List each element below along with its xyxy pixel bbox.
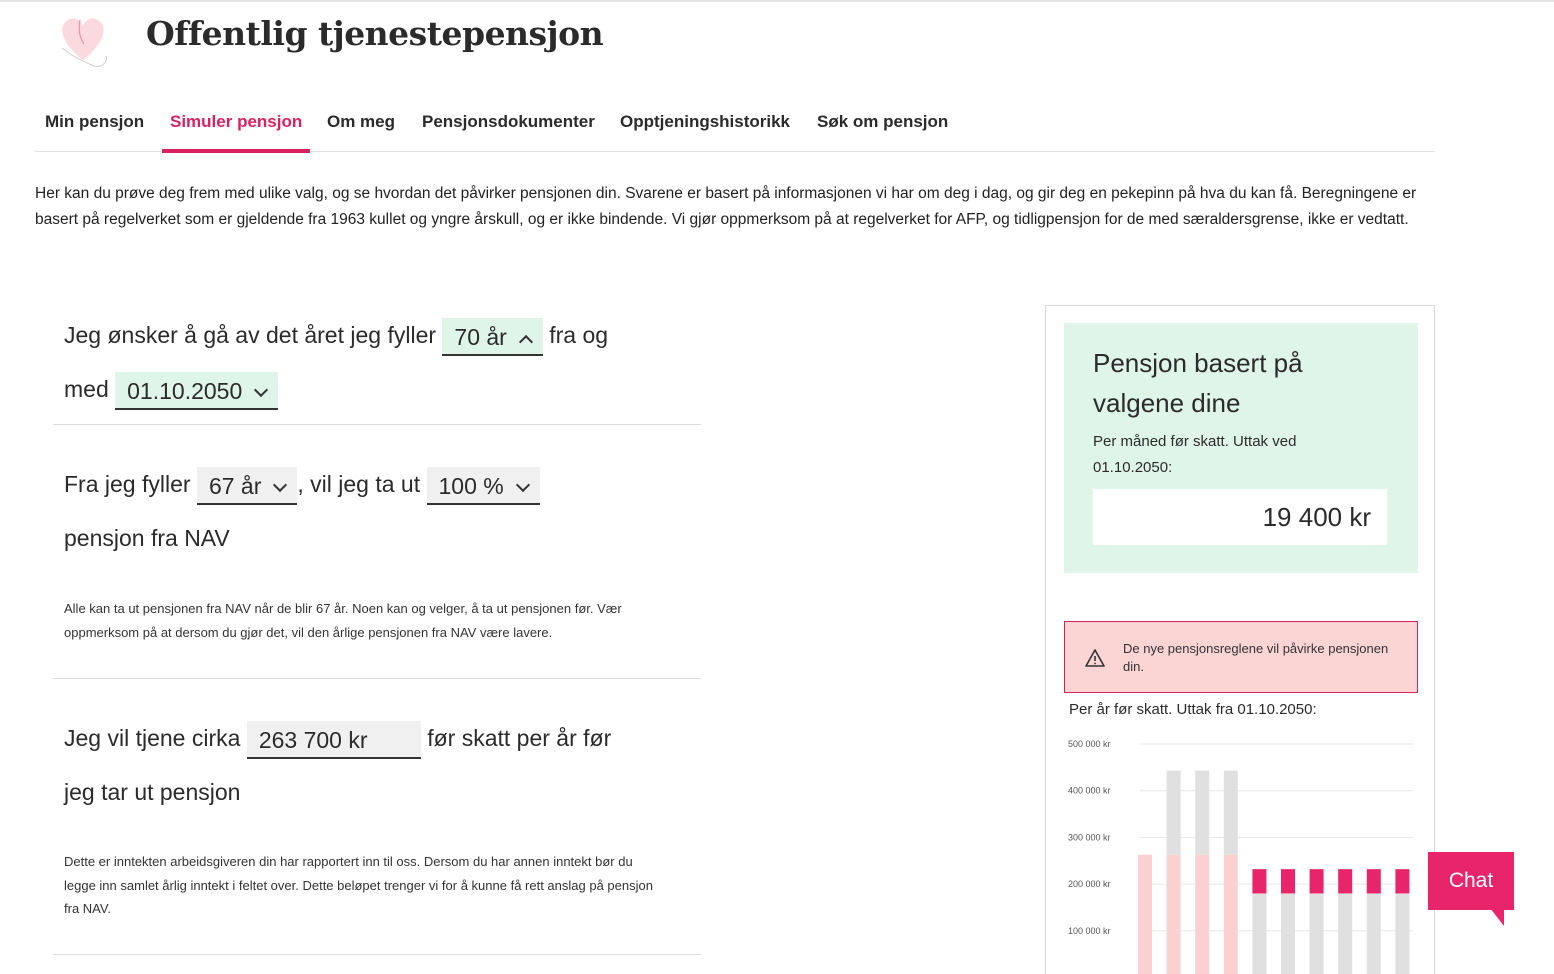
retire-line2-prefix: med xyxy=(64,376,109,402)
chat-button[interactable]: Chat xyxy=(1428,852,1514,910)
chart-bar-segment xyxy=(1367,893,1381,974)
y-tick-label: 200 000 kr xyxy=(1068,879,1111,890)
section-divider xyxy=(53,954,701,955)
intro-text: Her kan du prøve deg frem med ulike valg, og se hvordan det påvirker pensjonen din. Svarene er basert på informasjonen vi har om deg i dag, og gir deg en pekepinn på hva du kan få. Beregningene er basert på regelverket som er gjeldende fra 1963 kullet og yngre årskull, og er ikke bindende. Vi gjør oppmerksom på at regelverket for AFP, og tidligpensjon for de med særaldersgrense, ikke er vedtatt. xyxy=(35,185,1417,228)
zigzag-edge xyxy=(1064,561,1418,575)
withdraw-help-text: Alle kan ta ut pensjonen fra NAV når de blir 67 år. Noen kan og velger, å ta ut pensjonen før. Vær oppmerksom på at dersom du gjør det, vil den årlige pensjonen fra NAV være lavere. xyxy=(64,601,622,640)
result-panel xyxy=(1045,305,1435,974)
income-input[interactable]: 263 700 kr xyxy=(247,721,421,759)
result-title: Pensjon basert på valgene dine xyxy=(1093,348,1303,418)
tab-sok-om-pensjon[interactable]: Søk om pensjon xyxy=(817,112,949,131)
chevron-down-icon xyxy=(516,478,530,492)
chart-bar-segment xyxy=(1167,855,1181,974)
retire-age-select[interactable] xyxy=(442,318,542,356)
chat-bubble-tail xyxy=(1490,908,1504,926)
chart-bar-segment xyxy=(1138,855,1152,974)
y-tick-label: 100 000 kr xyxy=(1068,925,1111,936)
tab-opptjeningshistorikk[interactable]: Opptjeningshistorikk xyxy=(620,112,791,131)
chart-bar-segment xyxy=(1252,869,1266,893)
chart-bar-segment xyxy=(1281,869,1295,893)
retire-prefix: Jeg ønsker å gå av det året jeg fyller xyxy=(64,322,437,348)
chart-bar-segment xyxy=(1395,893,1409,974)
main-nav xyxy=(35,100,1435,152)
warning-text: De nye pensjonsreglene vil påvirke pensjonen din. xyxy=(1123,641,1389,674)
pension-bar-chart xyxy=(1058,726,1428,974)
heart-logo-icon xyxy=(50,8,116,70)
result-card xyxy=(1064,323,1418,573)
retire-middle: fra og xyxy=(549,322,609,348)
retire-question xyxy=(64,308,608,362)
chart-bar-segment xyxy=(1281,893,1295,974)
y-tick-label: 300 000 kr xyxy=(1068,832,1111,843)
withdraw-percent-value: 100 % xyxy=(438,472,504,499)
chart-bar-segment xyxy=(1195,855,1209,974)
tab-om-meg[interactable]: Om meg xyxy=(327,112,396,131)
chart-subtitle: Per år før skatt. Uttak fra 01.10.2050: xyxy=(1069,701,1317,718)
withdraw-question xyxy=(64,457,540,511)
chart-bar-segment xyxy=(1338,869,1352,893)
income-prefix: Jeg vil tjene cirka xyxy=(64,725,241,751)
chevron-up-icon xyxy=(519,335,533,349)
app-title: Offentlig tjenestepensjon xyxy=(146,14,604,53)
chart-bar-segment xyxy=(1224,771,1238,855)
withdraw-age-value: 67 år xyxy=(208,472,262,499)
withdraw-age-select[interactable] xyxy=(197,467,297,505)
y-tick-label: 400 000 kr xyxy=(1068,785,1111,796)
result-amount: 19 400 kr xyxy=(1093,489,1387,545)
section-divider xyxy=(53,678,701,679)
chart-bar-segment xyxy=(1310,893,1324,974)
chevron-down-icon xyxy=(273,478,287,492)
warning-alert xyxy=(1064,621,1418,693)
tab-min-pensjon[interactable]: Min pensjon xyxy=(45,112,145,131)
withdraw-prefix: Fra jeg fyller xyxy=(64,471,191,497)
chart-bar-segment xyxy=(1395,869,1409,893)
tab-pensjonsdokumenter[interactable]: Pensjonsdokumenter xyxy=(422,112,595,131)
income-question xyxy=(64,711,611,765)
warning-triangle-icon xyxy=(1085,648,1105,668)
chart-bar-segment xyxy=(1224,855,1238,974)
chart-bar-segment xyxy=(1367,869,1381,893)
retire-question-line2 xyxy=(64,362,278,416)
income-suffix-line2: jeg tar ut pensjon xyxy=(64,779,241,805)
chart-bar-segment xyxy=(1338,893,1352,974)
chart-bar-segment xyxy=(1167,771,1181,855)
result-subtitle: Per måned før skatt. Uttak ved 01.10.2050: xyxy=(1093,433,1297,476)
top-border xyxy=(0,0,1554,2)
withdraw-suffix: pensjon fra NAV xyxy=(64,525,230,551)
tab-simuler-pensjon[interactable]: Simuler pensjon xyxy=(170,112,302,152)
section-divider xyxy=(53,424,701,425)
withdraw-percent-select[interactable] xyxy=(427,467,540,505)
withdraw-middle: , vil jeg ta ut xyxy=(297,471,421,497)
chart-bar-segment xyxy=(1310,869,1324,893)
income-help-text: Dette er inntekten arbeidsgiveren din har rapportert inn til oss. Dersom du har annen inntekt bør du legge inn samlet årlig inntekt i feltet over. Dette beløpet trenger vi for å kunne få rett anslag på pensjon fra NAV. xyxy=(64,854,653,916)
chevron-down-icon xyxy=(254,383,268,397)
chart-bar-segment xyxy=(1195,771,1209,855)
retire-date-select[interactable] xyxy=(115,372,278,410)
retire-date-value: 01.10.2050 xyxy=(127,377,243,404)
income-suffix: før skatt per år før xyxy=(427,725,612,751)
retire-age-value: 70 år xyxy=(454,323,507,350)
y-tick-label: 500 000 kr xyxy=(1068,739,1111,749)
chart-bar-segment xyxy=(1252,893,1266,974)
